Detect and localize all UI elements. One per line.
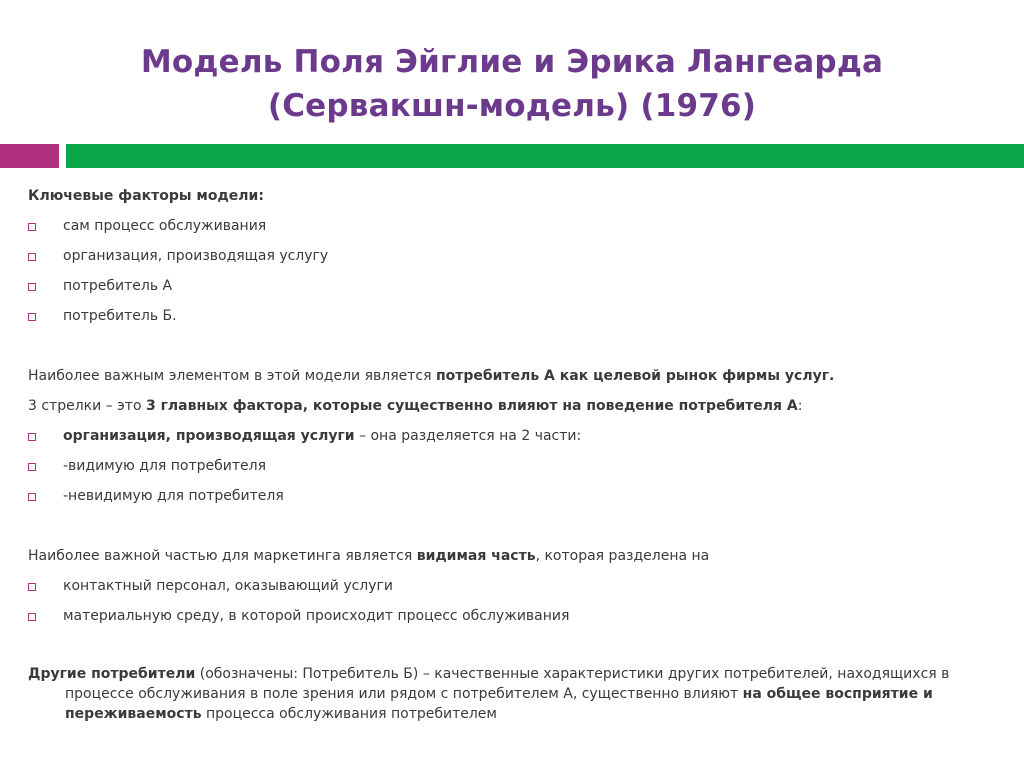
marketing-item-text: контактный персонал, оказывающий услуги — [63, 578, 393, 594]
factor-item — [28, 246, 988, 266]
arrows-item — [28, 426, 988, 446]
important-text: Наиболее важным элементом в этой модели является — [28, 368, 436, 384]
arrows-item-text: -видимую для потребителя — [63, 458, 267, 474]
arrows-item — [28, 486, 988, 506]
square-bullet-icon — [28, 583, 36, 591]
arrows-text-bold: 3 главных фактора, которые существенно влияют на поведение потребителя А — [145, 398, 798, 414]
square-bullet-icon — [28, 223, 36, 231]
square-bullet-icon — [28, 253, 36, 261]
marketing-item — [28, 576, 988, 596]
accent-bar-magenta — [0, 144, 59, 168]
marketing-item — [28, 606, 988, 626]
square-bullet-icon — [28, 613, 36, 621]
arrows-item-bold: организация, производящая услуги — [63, 428, 355, 444]
square-bullet-icon — [28, 283, 36, 291]
marketing-text-end: , которая разделена на — [535, 548, 710, 564]
factor-item — [28, 216, 988, 236]
others-text-end: процесса обслуживания потребителем — [201, 706, 497, 722]
factor-item-text: потребитель А — [63, 278, 173, 294]
marketing-paragraph — [28, 546, 988, 566]
accent-bar-green — [66, 144, 1024, 168]
arrows-text-end: : — [797, 398, 803, 414]
title-line-1: Модель Поля Эйглие и Эрика Лангеарда — [140, 44, 884, 80]
square-bullet-icon — [28, 463, 36, 471]
factors-heading: Ключевые факторы модели: — [28, 188, 264, 204]
arrows-item-text: – она разделяется на 2 части: — [354, 428, 582, 444]
square-bullet-icon — [28, 433, 36, 441]
arrows-item — [28, 456, 988, 476]
title-line-2: (Сервакшн-модель) (1976) — [267, 88, 757, 124]
arrows-paragraph — [28, 396, 988, 416]
other-consumers-paragraph — [28, 664, 988, 724]
others-text-bold-2: на общее восприятие и переживаемость — [65, 686, 933, 722]
arrows-item-text: -невидимую для потребителя — [63, 488, 284, 504]
factor-item-text: сам процесс обслуживания — [63, 218, 267, 234]
others-text-bold: Другие потребители — [28, 666, 196, 682]
factor-item-text: потребитель Б. — [63, 308, 177, 324]
square-bullet-icon — [28, 493, 36, 501]
factor-item — [28, 276, 988, 296]
important-text-bold: потребитель А как целевой рынок фирмы услуг. — [435, 368, 835, 384]
important-element-paragraph — [28, 366, 988, 386]
marketing-text-bold: видимая часть — [416, 548, 536, 564]
factor-item — [28, 306, 988, 326]
others-text: (обозначены: Потребитель Б) – качественные характеристики других потребителей, находящихся в процессе обслуживания в поле зрения или рядом с потребителем А, существенно влияют — [65, 666, 950, 702]
slide-content — [28, 186, 988, 724]
arrows-text: 3 стрелки – это — [28, 398, 146, 414]
square-bullet-icon — [28, 313, 36, 321]
marketing-text: Наиболее важной частью для маркетинга является — [28, 548, 417, 564]
slide-title — [0, 40, 1024, 128]
marketing-item-text: материальную среду, в которой происходит процесс обслуживания — [63, 608, 570, 624]
factor-item-text: организация, производящая услугу — [63, 248, 329, 264]
